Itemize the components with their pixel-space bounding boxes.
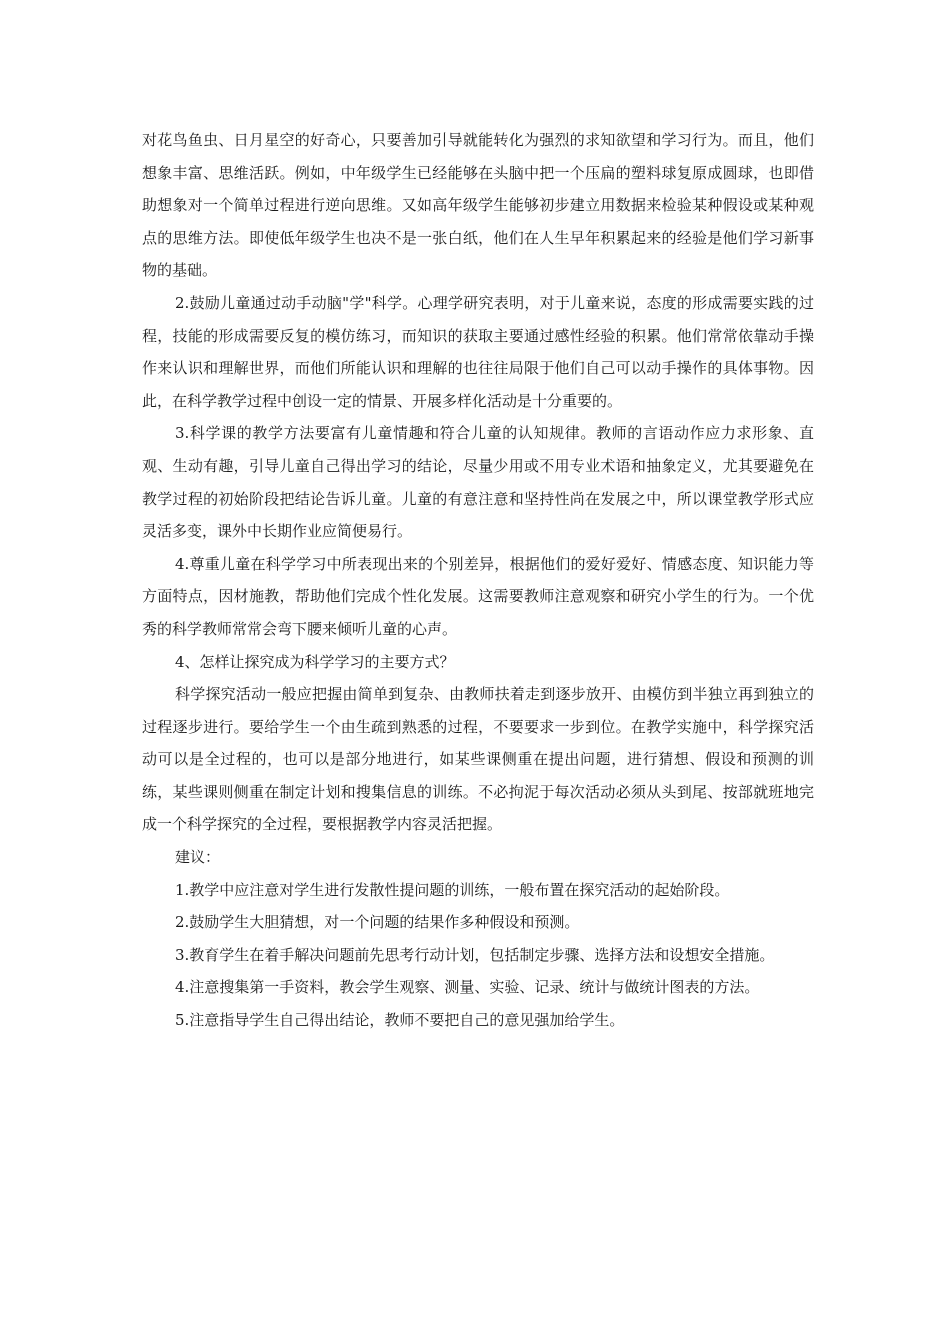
body-paragraph: 对花鸟鱼虫、日月星空的好奇心，只要善加引导就能转化为强烈的求知欲望和学习行为。而且，他们想象丰富、思维活跃。例如，中年级学生已经能够在头脑中把一个压扁的塑料球复原成圆球，也即借助想象对一个简单过程进行逆向思维。又如高年级学生能够初步建立用数据来检验某种假设或某种观点的思维方法。即使低年级学生也决不是一张白纸，他们在人生早年积累起来的经验是他们学习新事物的基础。 bbox=[142, 131, 814, 280]
body-paragraph: 科学探究活动一般应把握由简单到复杂、由教师扶着走到逐步放开、由模仿到半独立再到独立的过程逐步进行。要给学生一个由生疏到熟悉的过程，不要要求一步到位。在教学实施中，科学探究活动可以是全过程的，也可以是部分地进行，如某些课侧重在提出问题，进行猜想、假设和预测的训练，某些课则侧重在制定计划和搜集信息的训练。不必拘泥于每次活动必须从头到尾、按部就班地完成一个科学探究的全过程，要根据教学内容灵活把握。 bbox=[142, 685, 814, 834]
suggestion-item: 1.教学中应注意对学生进行发散性提问题的训练，一般布置在探究活动的起始阶段。 bbox=[175, 880, 730, 899]
suggestion-item: 5.注意指导学生自己得出结论，教师不要把自己的意见强加给学生。 bbox=[175, 1011, 625, 1030]
document-body bbox=[142, 124, 814, 1037]
body-paragraph: 3.科学课的教学方法要富有儿童情趣和符合儿童的认知规律。教师的言语动作应力求形象、直观、生动有趣，引导儿童自己得出学习的结论，尽量少用或不用专业术语和抽象定义，尤其要避免在教学过程的初始阶段把结论告诉儿童。儿童的有意注意和坚持性尚在发展之中，所以课堂教学形式应灵活多变，课外中长期作业应简便易行。 bbox=[142, 424, 814, 541]
suggestions-heading: 建议： bbox=[175, 848, 221, 867]
body-paragraph: 2.鼓励儿童通过动手动脑"学"科学。心理学研究表明，对于儿童来说，态度的形成需要实践的过程，技能的形成需要反复的模仿练习，而知识的获取主要通过感性经验的积累。他们常常依靠动手操作来认识和理解世界，而他们所能认识和理解的也往往局限于他们自己可以动手操作的具体事物。因此，在科学教学过程中创设一定的情景、开展多样化活动是十分重要的。 bbox=[142, 293, 814, 410]
suggestion-item: 2.鼓励学生大胆猜想，对一个问题的结果作多种假设和预测。 bbox=[175, 913, 580, 932]
section-heading: 4、怎样让探究成为科学学习的主要方式？ bbox=[175, 652, 455, 671]
suggestion-item: 3.教育学生在着手解决问题前先思考行动计划，包括制定步骤、选择方法和设想安全措施。 bbox=[175, 945, 775, 964]
suggestion-item: 4.注意搜集第一手资料，教会学生观察、测量、实验、记录、统计与做统计图表的方法。 bbox=[175, 978, 760, 997]
body-paragraph: 4.尊重儿童在科学学习中所表现出来的个别差异，根据他们的爱好爱好、情感态度、知识能力等方面特点，因材施教，帮助他们完成个性化发展。这需要教师注意观察和研究小学生的行为。一个优秀的科学教师常常会弯下腰来倾听儿童的心声。 bbox=[142, 554, 814, 638]
